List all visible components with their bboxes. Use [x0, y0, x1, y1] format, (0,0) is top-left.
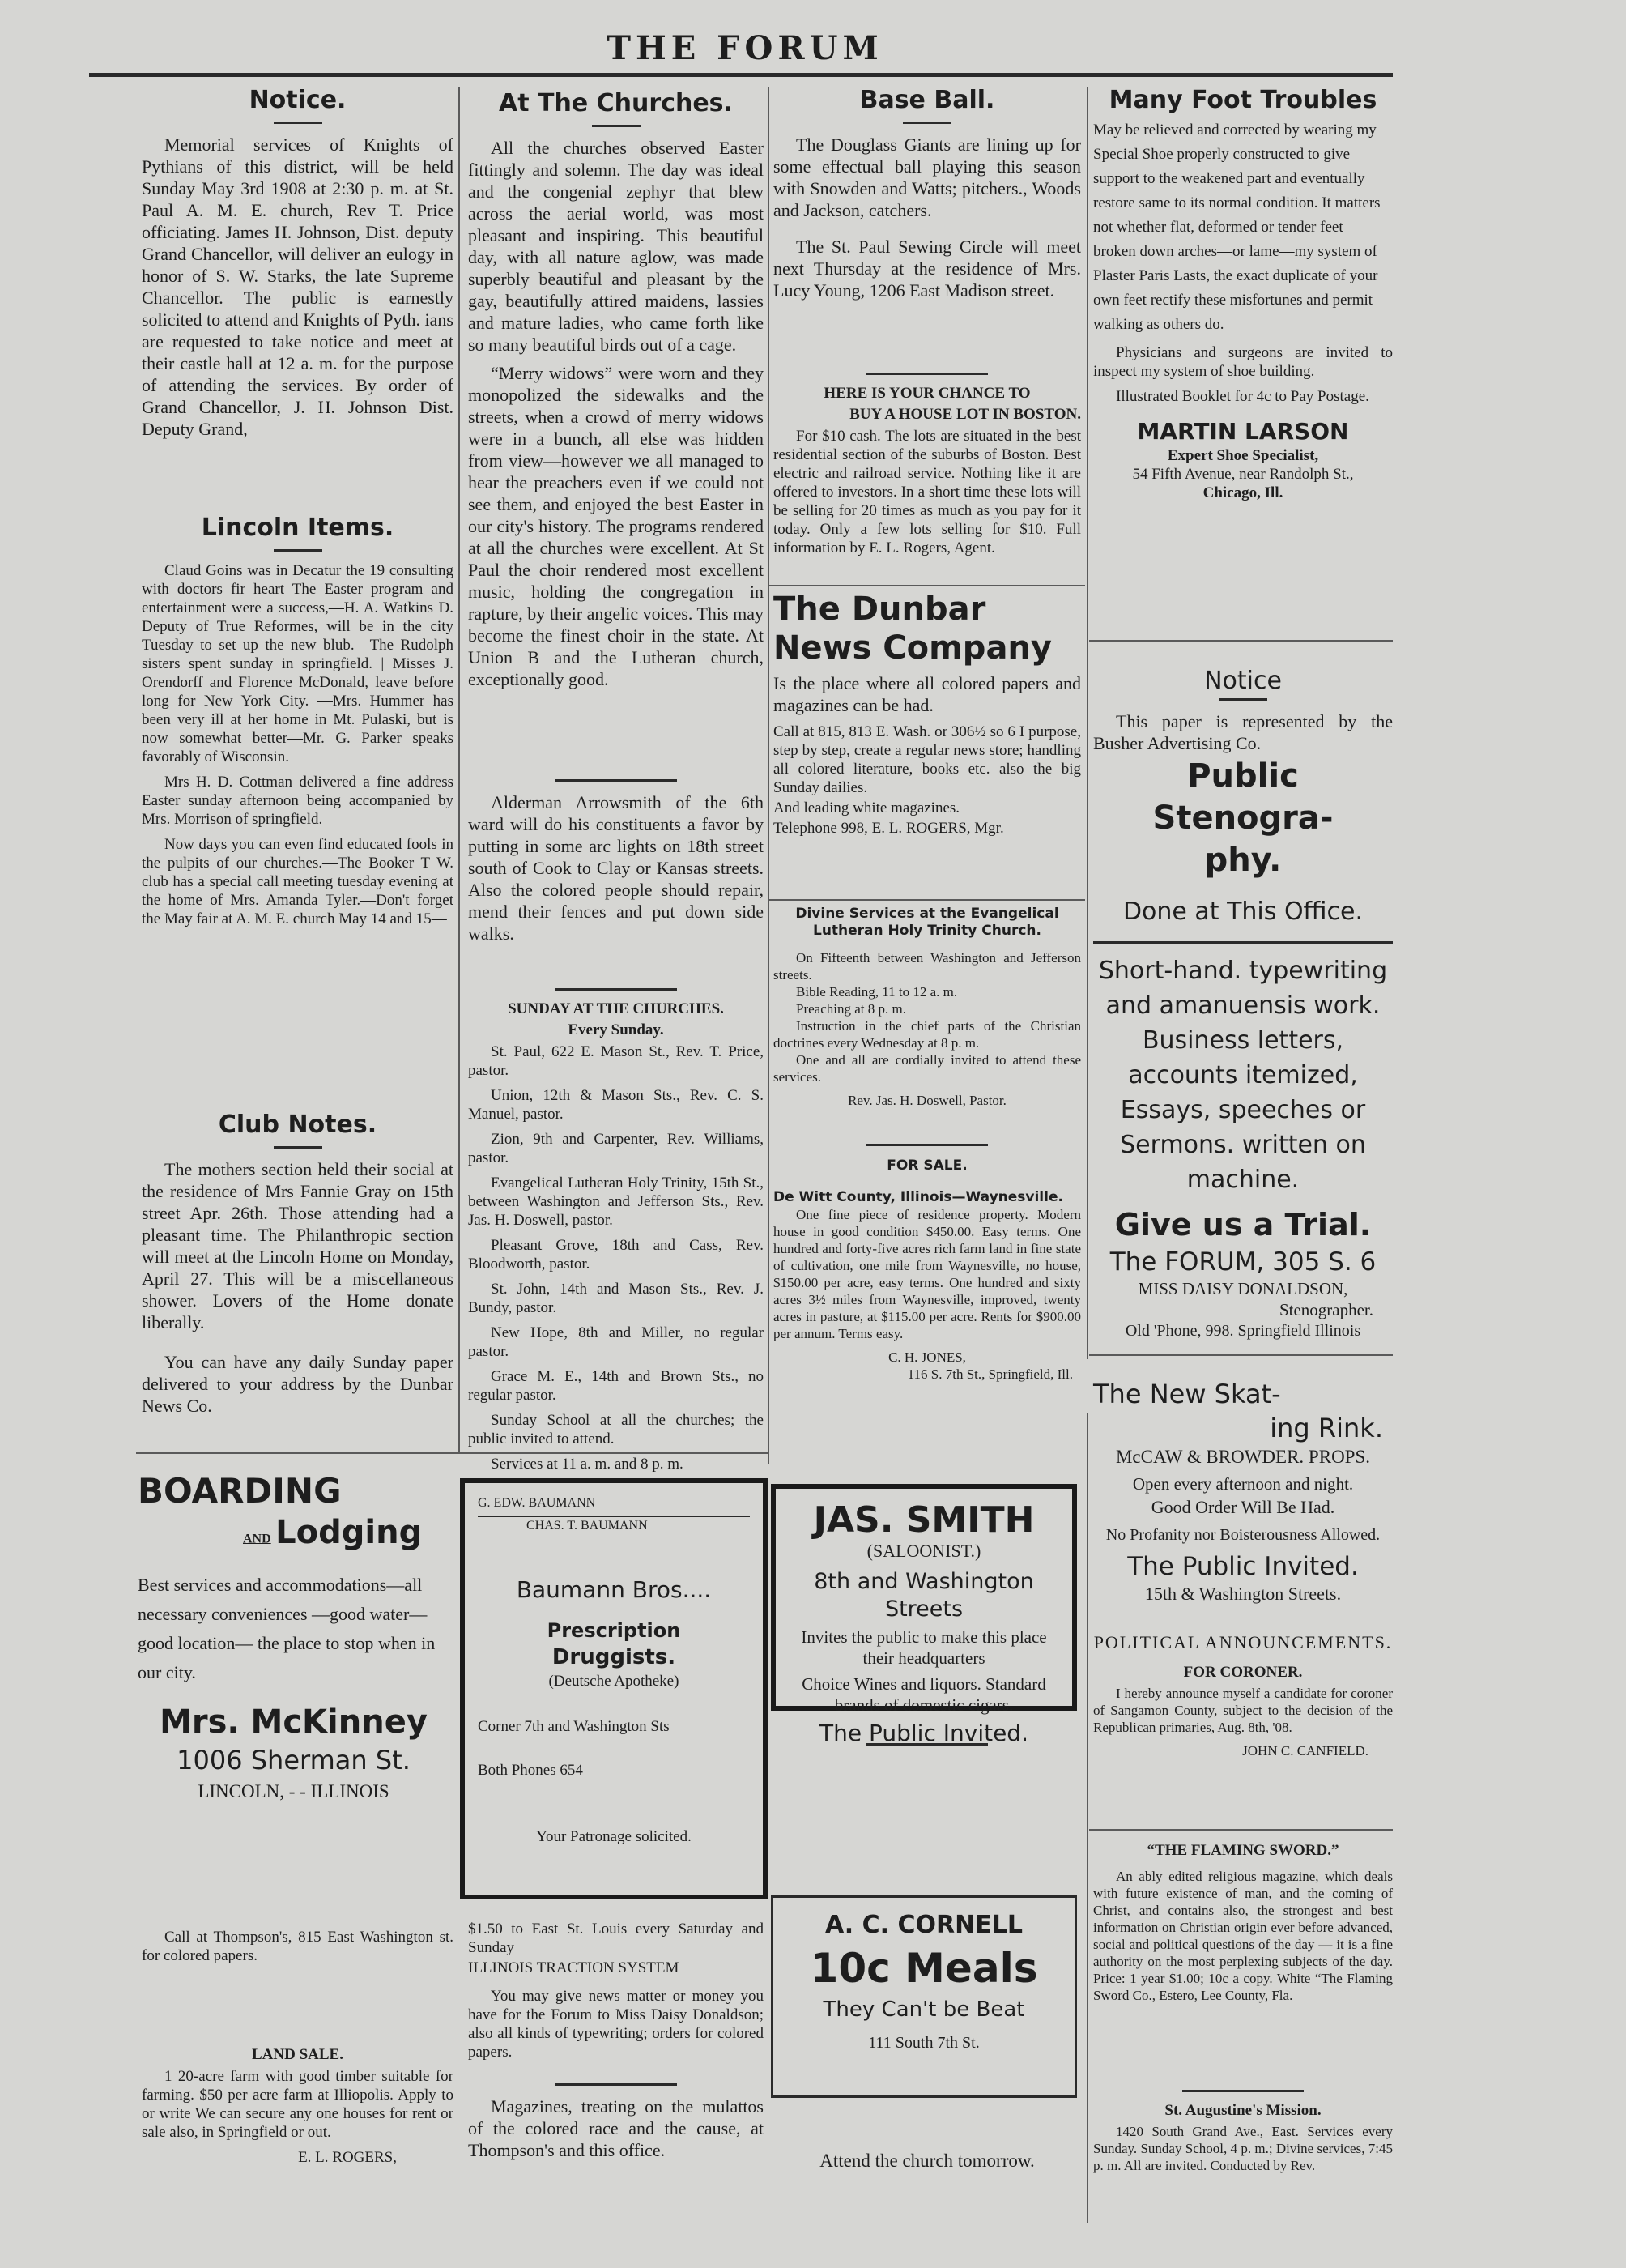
steno-trial: Give us a Trial.: [1114, 1207, 1372, 1243]
sunday-churches: [468, 987, 764, 1480]
baumann-sub1: Prescription: [547, 1619, 681, 1642]
dunbar-line3: And leading white magazines.: [773, 799, 960, 816]
notice-body: Memorial services of Knights of Pythians of this district, will be held Sunday May 3rd 1908 at 2:30 p. m. at St. Paul A. M. E. church, Rev T. Price officiating. James H. Johnson, Dist. deputy Grand Chancellor, will deliver an eulogy in honor of S. W. Starks, the late Supreme Chancellor. The public is earnestly solicited to attend and Knights of Pyth. ians are requested to take notice and meet at their castle hall at 12 a. m. for the purpose of attending the services. By order of Grand Chancellor, J. H. Johnson Dist. Deputy Grand,: [142, 134, 453, 439]
notice-article: [142, 81, 453, 446]
skating-title1: The New Skat-: [1093, 1379, 1281, 1409]
forsale-body: One fine piece of residence property. Modern house in good condition $450.00. Easy terms. One hundred and forty-five acres rich farm land in fine state of cultivation, one mile from Waynesville, no house, $150.00 per acre, easy terms. One hundred and sixty acres 3½ miles from Waynesville, improved, twenty acres in pasture, at $115.00 per acre. Rents for $900.00 per annum. Terms easy.: [773, 1207, 1081, 1341]
notice2-title: Notice: [1204, 667, 1282, 695]
smith-addr2: Streets: [884, 1597, 964, 1622]
title-rule: [274, 122, 322, 124]
skating-props: McCAW & BROWDER. PROPS.: [1115, 1447, 1371, 1467]
alderman-article: [468, 778, 764, 951]
traction-body: You may give news matter or money you have for the Forum to Miss Daisy Donaldson; also all kinds of typewriting; orders for colored papers.: [468, 1988, 764, 2061]
traction-notice: [468, 1920, 764, 2068]
thompson-notice: [142, 1928, 453, 1972]
foot-name: MARTIN LARSON: [1137, 418, 1349, 445]
divine-title: Divine Services at the Evangelical Lutheran Holy Trinity Church.: [795, 906, 1059, 939]
skating-rink-ad: [1093, 1377, 1393, 1605]
divine-l5: One and all are cordially invited to attend these services.: [773, 1052, 1081, 1085]
lincoln-p3: Now days you can even find educated fools in the pulpits of our churches.—The Booker T W. club has a special call meeting tuesday evening at the home of Mrs. Amanda Tyler.—Don't forget the May fair at A. M. E. church May 14 and 15—: [142, 836, 453, 927]
cornell-title: A. C. CORNELL: [825, 1911, 1023, 1939]
smith-body: Invites the public to make this place their headquarters: [801, 1627, 1047, 1668]
steno-role: Stenographer.: [1279, 1300, 1373, 1319]
title-rule: [274, 1146, 322, 1149]
forsale-sub: De Witt County, Illinois—Waynesville.: [773, 1189, 1063, 1205]
foot-p2: Physicians and surgeons are invited to inspect my system of shoe building.: [1093, 344, 1393, 380]
land-title: LAND SALE.: [252, 2046, 343, 2063]
section-rule: [1089, 640, 1393, 642]
boarding-city: LINCOLN, - - ILLINOIS: [198, 1781, 389, 1801]
column-1: [138, 81, 453, 2268]
boarding-ad: [138, 1470, 449, 1805]
club-notes: [142, 1106, 453, 1423]
sunday-item-4: Evangelical Lutheran Holy Trinity, 15th St., between Washington and Jefferson Sts., Rev. Jas. H. Doswell, pastor.: [468, 1174, 764, 1229]
boarding-body: Best services and accommodations—all necessary conveniences —good water—good location— the place to stop when in our city.: [138, 1575, 436, 1682]
augustine-body: 1420 South Grand Ave., East. Services every Sunday. Sunday School, 4 p. m.; Divine services, 7:45 p. m. All are invited. Conducted by Rev.: [1093, 2124, 1393, 2173]
skating-streets: 15th & Washington Streets.: [1144, 1584, 1342, 1604]
political-announcements: [1093, 1631, 1393, 1759]
forsale-sign1: C. H. JONES,: [888, 1349, 966, 1365]
churches-article: [468, 84, 764, 697]
skating-invited: The Public Invited.: [1127, 1552, 1359, 1581]
sunday-item-7: New Hope, 8th and Miller, no regular pastor.: [468, 1324, 764, 1360]
dunbar-body2: Call at 815, 813 E. Wash. or 306½ so 6 I purpose, step by step, create a regular news store; handling all colored literature, books etc. also the big Sunday dailies.: [773, 723, 1081, 796]
sunday-item-3: Zion, 9th and Carpenter, Rev. Williams, pastor.: [468, 1131, 764, 1166]
augustine-title: St. Augustine's Mission.: [1164, 2102, 1322, 2119]
smith-sub: (SALOONIST.): [866, 1541, 981, 1561]
baumann-sub2: Druggists.: [551, 1645, 676, 1669]
for-sale: [773, 1142, 1081, 1383]
column-3: [773, 81, 1081, 2268]
rule: [866, 1144, 988, 1146]
rule: [555, 779, 677, 782]
daily-paper-notice: You can have any daily Sunday paper delivered to your address by the Dunbar News Co.: [142, 1352, 453, 1416]
attend-notice: [773, 2150, 1081, 2172]
divine-l2: Bible Reading, 11 to 12 a. m.: [796, 984, 958, 1000]
political-sign: JOHN C. CANFIELD.: [1242, 1743, 1368, 1759]
political-body: I hereby announce myself a candidate for coroner of Sangamon County, subject to the decision of the Republican primaries, Aug. 8th, '08.: [1093, 1686, 1393, 1735]
thompson-text: Call at Thompson's, 815 East Washington st. for colored papers.: [142, 1929, 453, 1964]
land-sign: E. L. ROGERS,: [298, 2149, 397, 2166]
divine-l3: Preaching at 8 p. m.: [796, 1001, 906, 1017]
rule: [866, 1743, 988, 1746]
steno-title1: Public Stenogra-: [1152, 757, 1334, 837]
rule: [866, 373, 988, 375]
magazines-body: Magazines, treating on the mulattos of the colored race and the cause, at Thompson's and this office.: [468, 2096, 764, 2160]
column-rule: [458, 87, 460, 1452]
skating-order: Good Order Will Be Had.: [1151, 1497, 1335, 1517]
sunday-item-9: Sunday School at all the churches; the public invited to attend.: [468, 1412, 764, 1447]
and-label: AND: [243, 1532, 271, 1546]
smith-title: JAS. SMITH: [813, 1499, 1035, 1541]
section-rule: [769, 899, 1085, 901]
smith-foot: The Public Invited.: [819, 1720, 1028, 1746]
club-title: Club Notes.: [218, 1111, 377, 1139]
column-2: [468, 81, 764, 2268]
divine-services: [773, 906, 1081, 1109]
churches-p1: All the churches observed Easter fittingly and solemn. The day was ideal and the congenial zephyr that blew across the aerial world, was most pleasant and inspiring. This beautiful day, with all nature aglow, was made superbly beautiful and pleasant by the gay, beautifully attired maidens, lassies and mature ladies, who came forth like so many beautiful birds out of a cage.: [468, 138, 764, 355]
notice2-body: This paper is represented by the Busher Advertising Co.: [1093, 711, 1393, 753]
flaming-sword: [1093, 1837, 1393, 2010]
st-augustine: [1093, 2088, 1393, 2181]
baumann-sub3: (Deutsche Apotheke): [548, 1673, 679, 1690]
political-title: POLITICAL ANNOUNCEMENTS.: [1093, 1632, 1393, 1652]
skating-title2: ing Rink.: [1270, 1413, 1383, 1443]
house-title1: HERE IS YOUR CHANCE TO: [824, 385, 1031, 402]
baseball-article: [773, 81, 1081, 308]
house-lot-ad: [773, 371, 1081, 564]
steno-body: Short-hand. typewriting and amanuensis work. Business letters, accounts itemized, Essays, speeches or Sermons. written on machine.: [1098, 957, 1388, 1194]
cornell-meals: 10c Meals: [810, 1945, 1038, 1992]
smith-ad: [771, 1484, 1077, 1746]
divine-sign: Rev. Jas. H. Doswell, Pastor.: [848, 1093, 1007, 1108]
lodging-title: Lodging: [275, 1514, 423, 1551]
dunbar-body: Is the place where all colored papers and magazines can be had.: [773, 673, 1081, 715]
steno-miss: MISS DAISY DONALDSON,: [1138, 1279, 1348, 1298]
foot-body: May be relieved and corrected by wearing my Special Shoe properly constructed to give support to the weakened part and eventually restore same to its normal condition. It matters not whether flat, deformed or tender feet—broken down arches—or lame—my system of Plaster Paris Lasts, the exact duplicate of your own feet rectify these misfortunes and permit walking as others do.: [1093, 122, 1381, 333]
attend-text: Attend the church tomorrow.: [819, 2151, 1035, 2171]
rule: [1182, 2090, 1304, 2092]
baumann-title: Baumann Bros....: [516, 1576, 712, 1603]
sword-title: “THE FLAMING SWORD.”: [1147, 1842, 1339, 1859]
lincoln-title: Lincoln Items.: [201, 514, 394, 542]
divine-l1: On Fifteenth between Washington and Jefferson streets.: [773, 950, 1081, 983]
column-rule: [1087, 1413, 1088, 2223]
lincoln-p1: Claud Goins was in Decatur the 19 consulting with doctors fir heart The Easter program and entertainment were a success,—H. A. Watkins D. Deputy of True Reformes, will be in the city Tuesday to set up the new blub.—The Rudolph sisters spent sunday in springfield. | Misses J. Orendorff and Florence McDonald, leave before long for New York City. —Mrs. Hummer has been very ill at her home in Mt. Pulaski, but is now somewhat better—Mr. G. Parker speaks favorably of Wisconsin.: [142, 562, 453, 765]
house-body: For $10 cash. The lots are situated in the best residential section of the suburbs of Boston. Best electric and railroad service. Nothing like it are offered to investors. In a short time these lots will be selling for 20 times as much as you pay for it today. Only a few lots selling for $10. Full information by E. L. Rogers, Agent.: [773, 428, 1081, 556]
title-rule: [1219, 698, 1267, 701]
sunday-item-10: Services at 11 a. m. and 8 p. m.: [491, 1456, 683, 1473]
notice-busher: [1093, 666, 1393, 761]
house-title2: BUY A HOUSE LOT IN BOSTON.: [849, 406, 1081, 423]
forsale-sign2: 116 S. 7th St., Springfield, Ill.: [907, 1366, 1073, 1382]
dunbar-line4: Telephone 998, E. L. ROGERS, Mgr.: [773, 820, 1004, 837]
rule: [555, 988, 677, 991]
baumann-name2: CHAS. T. BAUMANN: [526, 1519, 648, 1533]
steno-phone: Old 'Phone, 998. Springfield Illinois: [1125, 1322, 1361, 1340]
steno-forum: The FORUM, 305 S. 6: [1109, 1247, 1377, 1277]
sewing-body: The St. Paul Sewing Circle will meet next Thursday at the residence of Mrs. Lucy Young, 1206 East Madison street.: [773, 237, 1081, 301]
political-sub: FOR CORONER.: [1183, 1664, 1303, 1681]
land-sale: [142, 2041, 453, 2167]
magazines-notice: [468, 2082, 764, 2168]
boarding-address: 1006 Sherman St.: [177, 1745, 411, 1776]
steno-done: Done at This Office.: [1122, 897, 1364, 926]
divine-l4: Instruction in the chief parts of the Christian doctrines every Wednesday at 8 p. m.: [773, 1018, 1081, 1051]
title-rule: [592, 125, 641, 127]
sunday-item-2: Union, 12th & Mason Sts., Rev. C. S. Manuel, pastor.: [468, 1087, 764, 1123]
traction-line1: $1.50 to East St. Louis every Saturday and Sunday: [468, 1921, 764, 1956]
foot-title: Many Foot Troubles: [1109, 86, 1377, 114]
sunday-item-6: St. John, 14th and Mason Sts., Rev. J. Bundy, pastor.: [468, 1281, 764, 1316]
title-rule: [274, 549, 322, 552]
baseball-body: The Douglass Giants are lining up for some effectual ball playing this season with Snowden and Watts; pitchers., Woods and Jackson, catchers.: [773, 134, 1081, 220]
foot-addr: 54 Fifth Avenue, near Randolph St.,: [1132, 466, 1354, 483]
dunbar-title1: The Dunbar: [773, 590, 986, 628]
foot-troubles-ad: [1093, 81, 1393, 502]
cornell-beat: They Can't be Beat: [823, 1997, 1025, 2022]
sunday-item-5: Pleasant Grove, 18th and Cass, Rev. Bloodworth, pastor.: [468, 1237, 764, 1273]
rule: [1093, 941, 1393, 944]
sword-body: An ably edited religious magazine, which deals with future existence of man, and the coming of Christ, and contains also, the strongest and best information on Christian origin ever before advanced, social and political questions of the day — it is a fine authority on the most perplexing subjects of the day. Price: 1 year $1.00; 10c a copy. White “The Flaming Sword Co., Estero, Lee County, Fla.: [1093, 1869, 1393, 2003]
cornell-addr: 111 South 7th St.: [868, 2034, 980, 2052]
baumann-corner: Corner 7th and Washington Sts: [478, 1718, 670, 1735]
smith-body2: Choice Wines and liquors. Standard brands of domestic cigars.: [802, 1674, 1046, 1715]
sunday-title: SUNDAY AT THE CHURCHES.: [508, 1000, 724, 1017]
baseball-title: Base Ball.: [859, 86, 995, 114]
land-body: 1 20-acre farm with good timber suitable for farming. $50 per acre farm at Illiopolis. Apply to or write We can secure any one houses for rent or sale also, in Springfield or out.: [142, 2068, 453, 2141]
boarding-title: BOARDING: [138, 1471, 342, 1511]
foot-city: Chicago, Ill.: [1202, 484, 1283, 501]
churches-p2: “Merry widows” were worn and they monopolized the sidewalks and the streets, when a crowd of merry widows were in a bunch, all else was hidden from view—however we all managed to hear the preachers even if we could not see them, and enjoyed the best Easter in our city's history. The programs rendered at all the churches were excellent. At St Paul the choir rendered most excellent music, holding the congregation in rapture, by their angelic voices. This may become the finest choir in the state. At Union B and the Lutheran church, exceptionally good.: [468, 363, 764, 689]
stenography-ad: [1093, 755, 1393, 1341]
sunday-subtitle: Every Sunday.: [568, 1021, 664, 1038]
churches-title: At The Churches.: [499, 89, 733, 117]
boarding-name: Mrs. McKinney: [160, 1703, 428, 1741]
section-rule: [1089, 1829, 1393, 1831]
club-body: The mothers section held their social at the residence of Mrs Fannie Gray on 15th street Apr. 26th. Those attending had a pleasant time. The Philanthropic section will meet at the Lincoln Home on Monday, April 27. This will be a miscellaneous shower. Lovers of the Home donate liberally.: [142, 1159, 453, 1332]
title-rule: [903, 122, 951, 124]
forsale-title: FOR SALE.: [887, 1157, 968, 1174]
baumann-ad: [460, 1478, 768, 1899]
traction-title: ILLINOIS TRACTION SYSTEM: [468, 1959, 679, 1976]
skating-open: Open every afternoon and night.: [1132, 1474, 1354, 1494]
baumann-phones: Both Phones 654: [478, 1762, 583, 1779]
sunday-item-8: Grace M. E., 14th and Brown Sts., no regular pastor.: [468, 1368, 764, 1404]
baumann-name1: G. EDW. BAUMANN: [478, 1494, 750, 1517]
smith-addr1: 8th and Washington: [814, 1569, 1034, 1594]
column-rule: [1087, 87, 1088, 1359]
rule: [555, 2083, 677, 2086]
baumann-patronage: Your Patronage solicited.: [536, 1828, 692, 1845]
foot-p3: Illustrated Booklet for 4c to Pay Postage.: [1116, 388, 1369, 405]
lincoln-p2: Mrs H. D. Cottman delivered a fine address Easter sunday afternoon being accompanied by Mrs. Morrison of springfield.: [142, 774, 453, 828]
cornell-ad: [771, 1895, 1077, 2098]
foot-role: Expert Shoe Specialist,: [1167, 447, 1319, 464]
notice-title: Notice.: [249, 86, 347, 114]
column-4: [1093, 81, 1393, 2268]
steno-title2: phy.: [1204, 842, 1282, 879]
sunday-item-1: St. Paul, 622 E. Mason St., Rev. T. Price, pastor.: [468, 1043, 764, 1079]
dunbar-title2: News Company: [773, 629, 1052, 667]
column-rule: [768, 87, 769, 1464]
alderman-body: Alderman Arrowsmith of the 6th ward will do his constituents a favor by putting in some arc lights on 18th street south of Cook to Clay or Kansas streets. Also the colored people should repair, mend their fences and put down side walks.: [468, 792, 764, 944]
section-rule: [1089, 1354, 1393, 1356]
skating-prof: No Profanity nor Boisterousness Allowed.: [1105, 1526, 1381, 1544]
lincoln-items: [142, 509, 453, 935]
section-rule: [769, 585, 1085, 586]
dunbar-ad: [773, 590, 1081, 844]
masthead: THE FORUM: [607, 29, 883, 67]
masthead-rule: [89, 73, 1393, 77]
